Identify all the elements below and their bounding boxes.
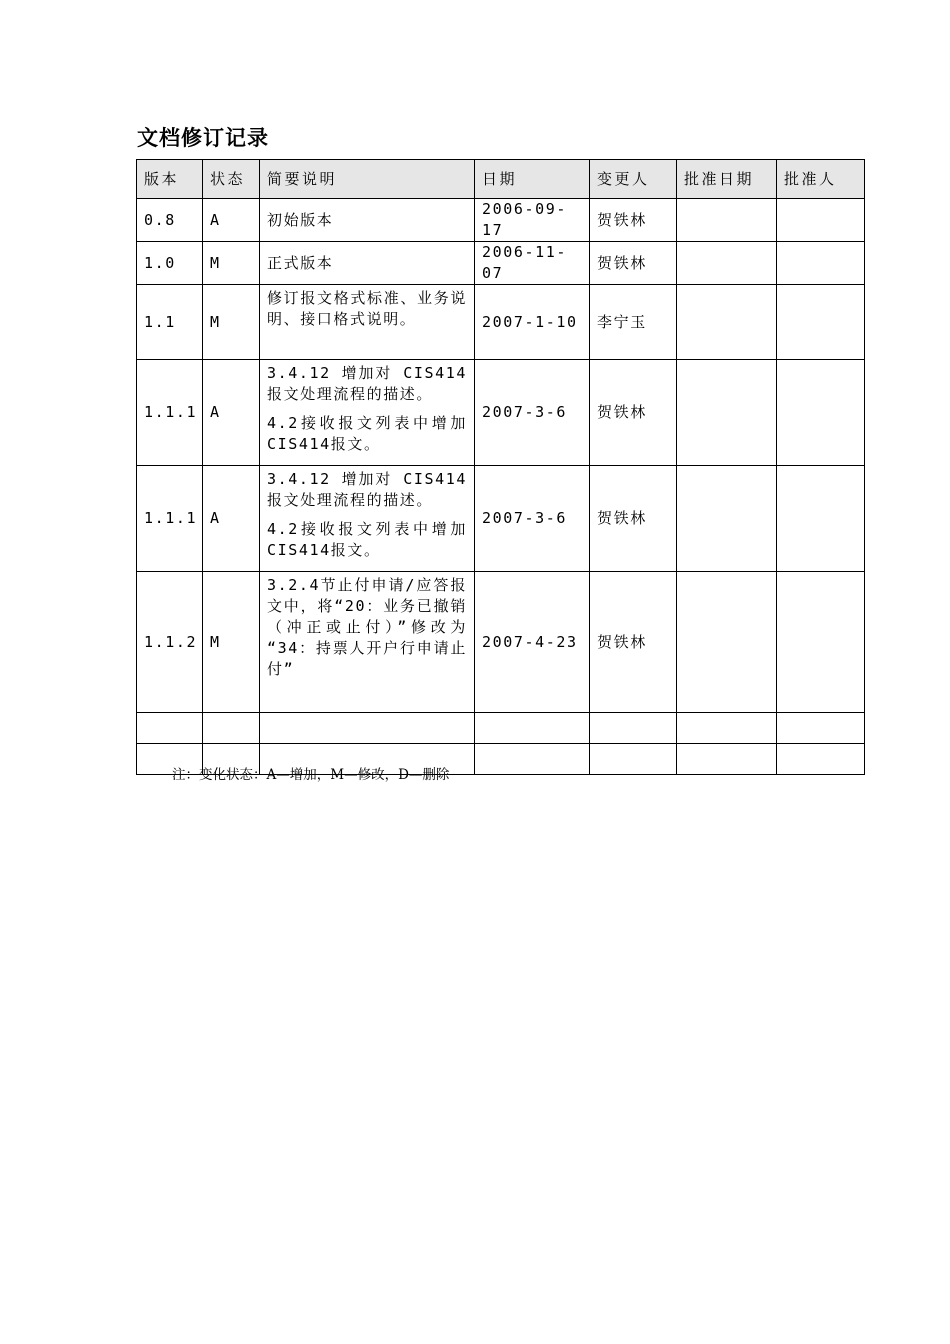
cell-status: M (203, 572, 260, 713)
cell-version: 1.1.1 (137, 360, 203, 466)
cell-status (203, 713, 260, 744)
cell-description (260, 360, 475, 466)
description-text: 4.2接收报文列表中增加CIS414报文。 (267, 520, 467, 559)
cell-date: 2007-3-6 (475, 360, 590, 466)
revision-table (136, 159, 865, 775)
header-description: 简要说明 (260, 160, 475, 199)
cell-approver (777, 285, 865, 360)
cell-date: 2007-3-6 (475, 466, 590, 572)
header-approve-date: 批准日期 (677, 160, 777, 199)
header-approver: 批准人 (777, 160, 865, 199)
table-row (137, 713, 865, 744)
table-row (137, 199, 865, 242)
cell-approve-date (677, 713, 777, 744)
table-header-row (137, 160, 865, 199)
cell-description (260, 466, 475, 572)
cell-approver (777, 199, 865, 242)
cell-date: 2006-09-17 (475, 199, 590, 242)
cell-author (590, 744, 677, 775)
cell-approver (777, 572, 865, 713)
description-text: 修订报文格式标准、业务说明、接口格式说明。 (267, 289, 467, 328)
cell-status: A (203, 360, 260, 466)
document-title: 文档修订记录 (137, 126, 269, 150)
header-status: 状态 (203, 160, 260, 199)
cell-version: 1.1.1 (137, 466, 203, 572)
cell-author: 贺铁林 (590, 199, 677, 242)
cell-version (137, 713, 203, 744)
header-date: 日期 (475, 160, 590, 199)
header-version: 版本 (137, 160, 203, 199)
table-row (137, 360, 865, 466)
cell-status: A (203, 199, 260, 242)
header-author: 变更人 (590, 160, 677, 199)
table-row (137, 572, 865, 713)
cell-description (260, 285, 475, 360)
cell-date: 2007-4-23 (475, 572, 590, 713)
table-row (137, 242, 865, 285)
table-row (137, 466, 865, 572)
cell-date: 2006-11-07 (475, 242, 590, 285)
cell-status: M (203, 285, 260, 360)
cell-author: 李宁玉 (590, 285, 677, 360)
cell-approver (777, 744, 865, 775)
cell-approve-date (677, 199, 777, 242)
cell-approve-date (677, 466, 777, 572)
cell-author: 贺铁林 (590, 360, 677, 466)
table-row (137, 285, 865, 360)
cell-status: M (203, 242, 260, 285)
cell-version: 1.1.2 (137, 572, 203, 713)
description-text: 3.2.4节止付申请/应答报文中，将“20：业务已撤销（冲正或止付）”修改为 “34：持票人开户行申请止付” (267, 576, 467, 678)
description-text: 4.2接收报文列表中增加CIS414报文。 (267, 414, 467, 453)
cell-author: 贺铁林 (590, 242, 677, 285)
cell-author: 贺铁林 (590, 572, 677, 713)
status-legend-note: 注：变化状态：A—增加，M—修改，D—删除 (172, 767, 450, 783)
cell-approve-date (677, 285, 777, 360)
description-text: 3.4.12 增加对 CIS414 报文处理流程的描述。 (267, 470, 467, 509)
cell-description (260, 572, 475, 713)
cell-author (590, 713, 677, 744)
cell-description (260, 713, 475, 744)
cell-version: 0.8 (137, 199, 203, 242)
cell-approver (777, 242, 865, 285)
cell-version: 1.0 (137, 242, 203, 285)
cell-approver (777, 466, 865, 572)
cell-date (475, 744, 590, 775)
cell-status: A (203, 466, 260, 572)
cell-description (260, 199, 475, 242)
description-text: 3.4.12 增加对 CIS414 报文处理流程的描述。 (267, 364, 467, 403)
cell-author: 贺铁林 (590, 466, 677, 572)
cell-approver (777, 713, 865, 744)
cell-approve-date (677, 242, 777, 285)
cell-version: 1.1 (137, 285, 203, 360)
description-text: 正式版本 (267, 253, 334, 272)
cell-date (475, 713, 590, 744)
cell-approver (777, 360, 865, 466)
cell-date: 2007-1-10 (475, 285, 590, 360)
cell-description (260, 242, 475, 285)
cell-approve-date (677, 572, 777, 713)
description-text: 初始版本 (267, 210, 334, 229)
cell-approve-date (677, 744, 777, 775)
cell-approve-date (677, 360, 777, 466)
